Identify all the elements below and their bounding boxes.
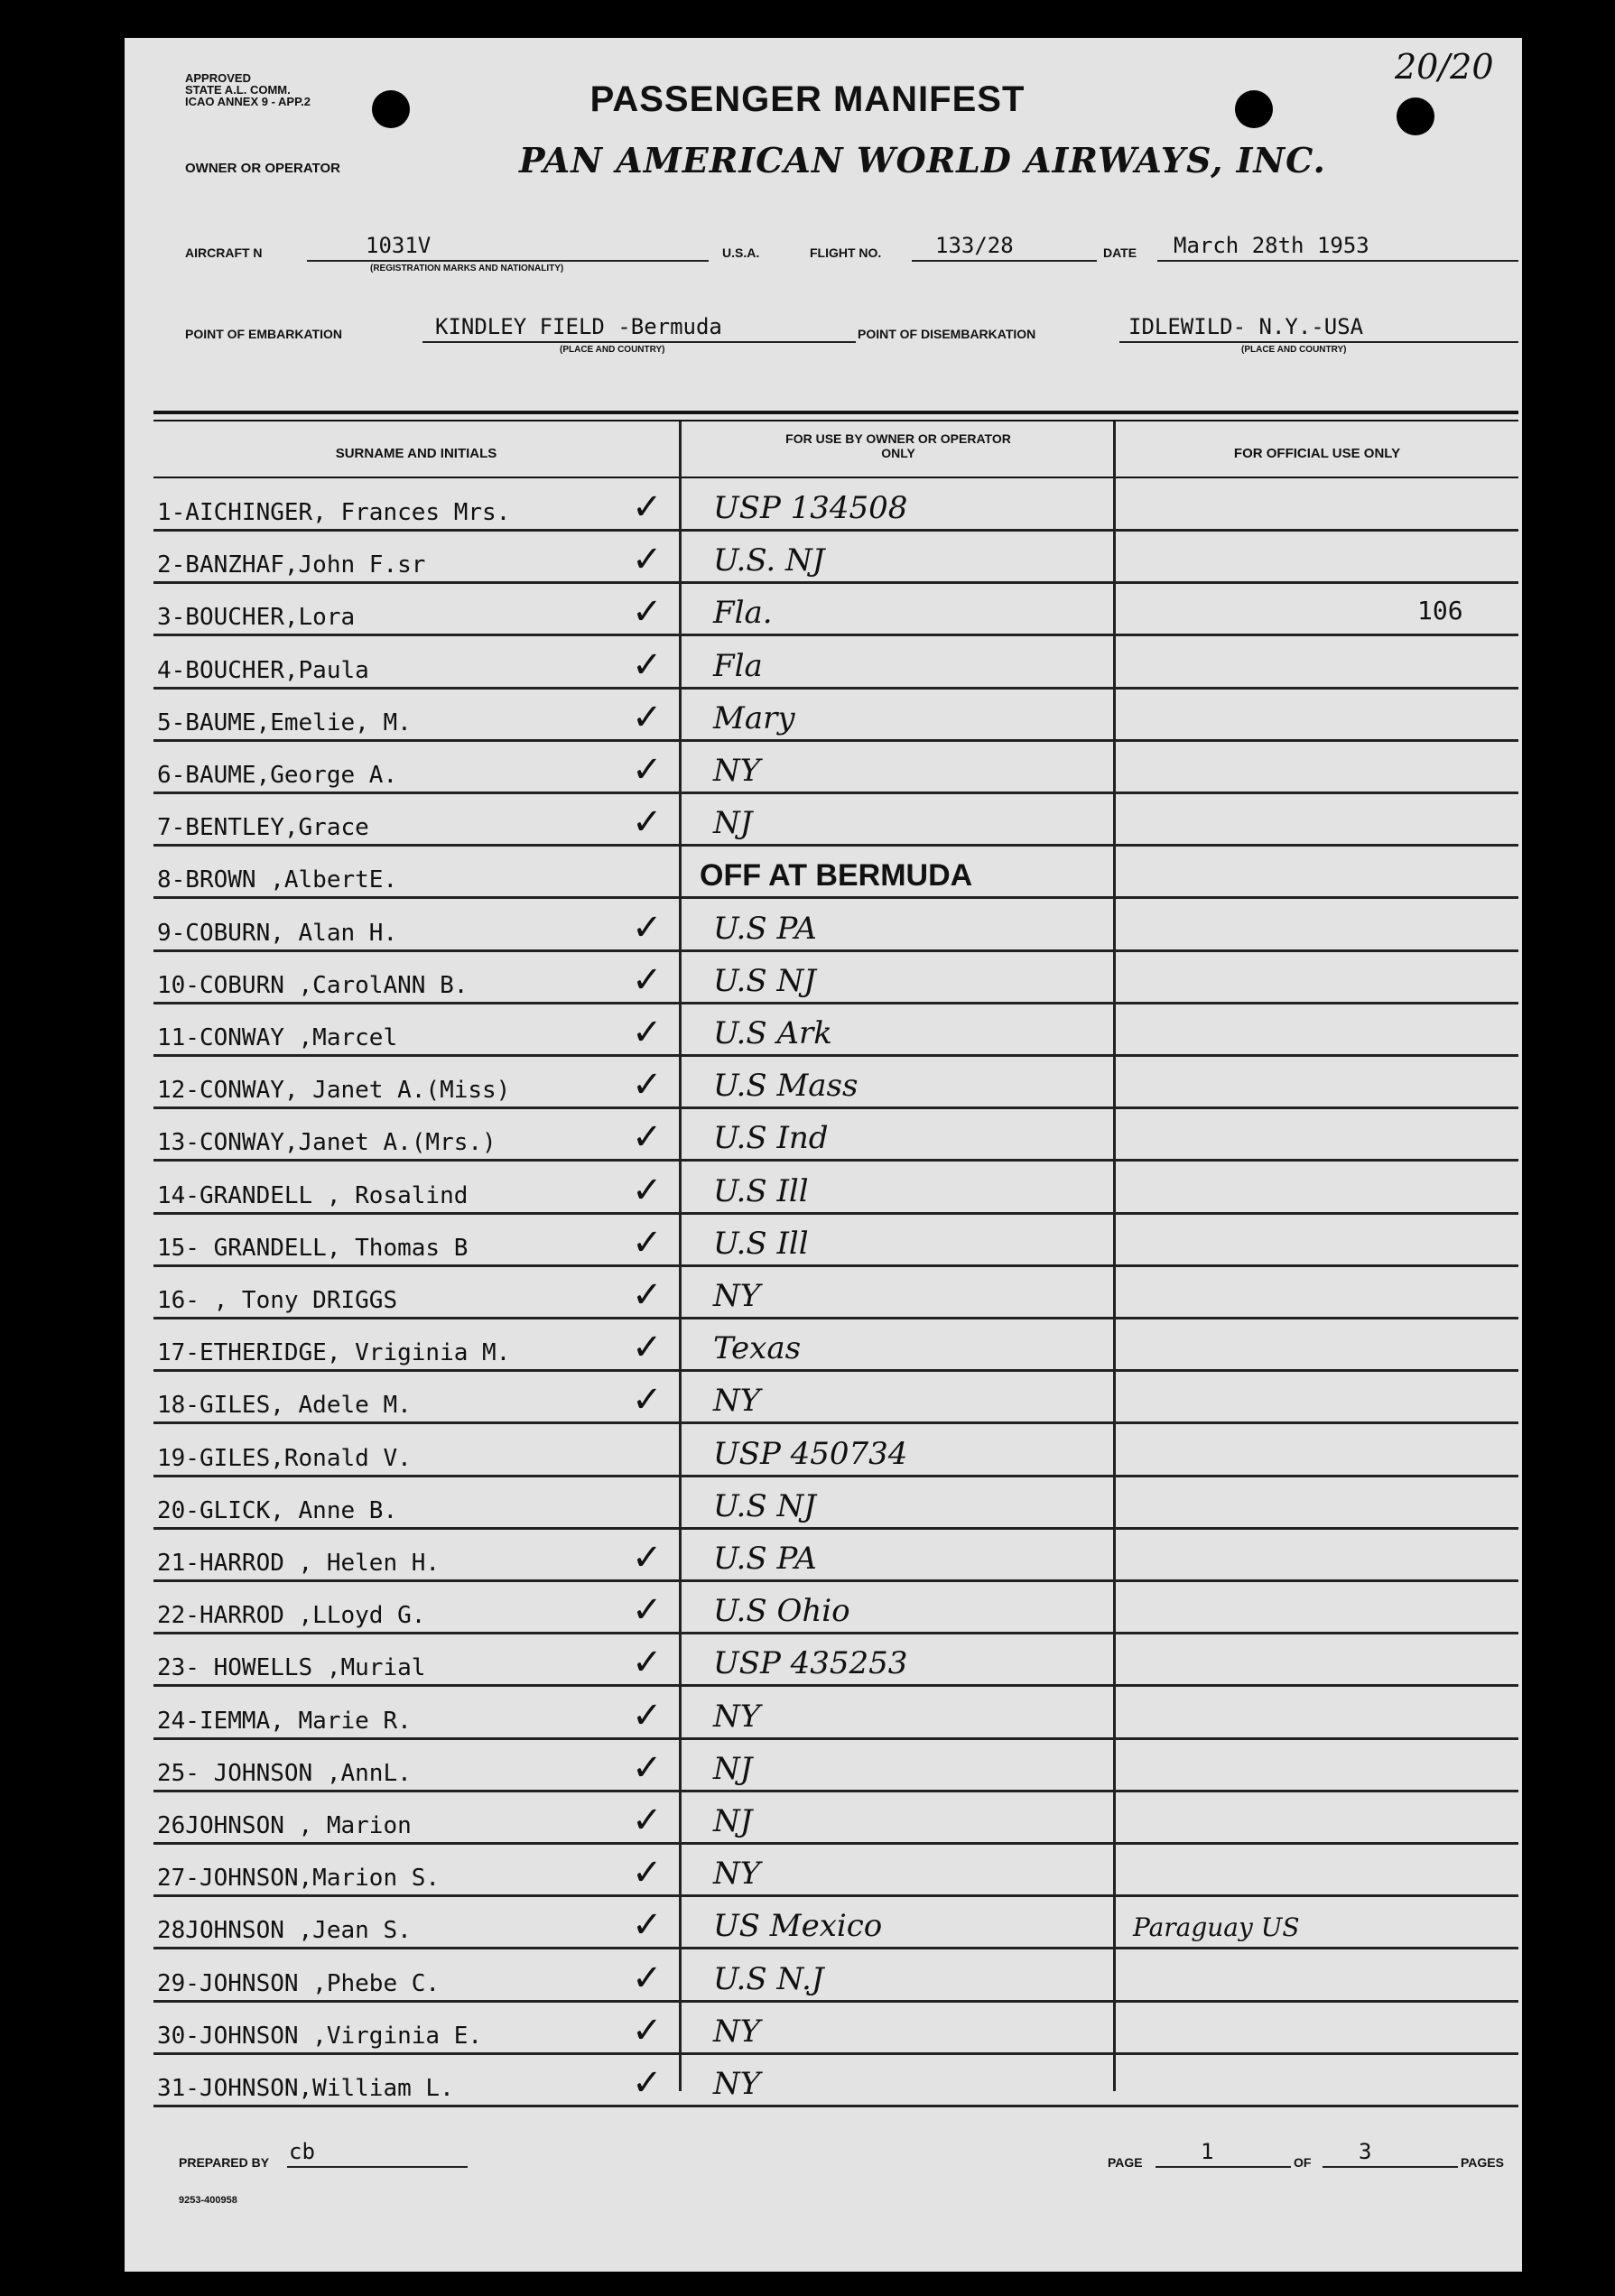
table-row <box>153 690 1518 742</box>
passenger-name: 7-BENTLEY,Grace <box>157 814 369 842</box>
underline <box>307 260 709 262</box>
passenger-name: 2-BANZHAF,John F.sr <box>157 551 426 579</box>
disembark-label: POINT OF DISEMBARKATION <box>858 327 1036 341</box>
passenger-name: 23- HOWELLS ,Murial <box>157 1654 426 1682</box>
operator-note: U.S Ind <box>713 1120 829 1157</box>
disembark-sub: (PLACE AND COUNTRY) <box>1241 345 1347 355</box>
table-row <box>153 1897 1518 1949</box>
table-row <box>153 1792 1518 1845</box>
table-top-rule <box>153 420 1518 421</box>
passenger-name: 20-GLICK, Anne B. <box>157 1496 398 1524</box>
operator-note: NY <box>713 1383 761 1420</box>
passenger-name: 30-JOHNSON ,Virginia E. <box>157 2022 483 2050</box>
official-use-header: FOR OFFICIAL USE ONLY <box>1233 446 1401 461</box>
registration-note: (REGISTRATION MARKS AND NATIONALITY) <box>370 264 564 273</box>
passenger-name: 12-CONWAY, Janet A.(Miss) <box>157 1077 511 1105</box>
underline <box>1157 260 1518 262</box>
table-row <box>153 532 1518 584</box>
check-mark: ✓ <box>632 2009 663 2051</box>
passenger-name: 24-IEMMA, Marie R. <box>157 1707 412 1735</box>
pages-label: PAGES <box>1461 2155 1504 2170</box>
passenger-name: 13-CONWAY,Janet A.(Mrs.) <box>157 1129 497 1157</box>
passenger-name: 6-BAUME,George A. <box>157 762 398 789</box>
passenger-name: 26JOHNSON , Marion <box>157 1812 412 1839</box>
owner-use-header: FOR USE BY OWNER OR OPERATOR ONLY <box>785 431 1011 460</box>
operator-note: U.S Ohio <box>713 1593 850 1630</box>
table-row <box>153 1372 1518 1424</box>
passenger-name: 14-GRANDELL , Rosalind <box>157 1181 469 1209</box>
check-mark: ✓ <box>632 643 663 686</box>
table-row <box>153 2003 1518 2055</box>
underline <box>1119 341 1518 343</box>
passenger-name: 1-AICHINGER, Frances Mrs. <box>157 499 511 526</box>
table-row <box>153 1162 1518 1215</box>
check-mark: ✓ <box>632 1379 663 1421</box>
table-row <box>153 1530 1518 1582</box>
operator-note: Texas <box>713 1330 802 1367</box>
operator-note: NY <box>713 2013 761 2050</box>
operator-note: U.S PA <box>713 910 817 947</box>
owner-name: PAN AMERICAN WORLD AIRWAYS, INC. <box>519 140 1326 181</box>
table-row <box>153 1845 1518 1897</box>
passenger-name: 15- GRANDELL, Thomas B <box>157 1234 469 1262</box>
approval-line: STATE A.L. COMM. <box>185 83 291 97</box>
check-mark: ✓ <box>632 906 663 949</box>
official-note: 106 <box>1417 596 1463 626</box>
check-mark: ✓ <box>632 749 663 791</box>
table-row <box>153 1634 1518 1687</box>
table-row <box>153 1267 1518 1319</box>
table-row <box>153 479 1518 532</box>
passenger-name: 3-BOUCHER,Lora <box>157 604 356 632</box>
page-label: PAGE <box>1108 2155 1143 2170</box>
check-mark: ✓ <box>632 958 663 1001</box>
flight-label: FLIGHT NO. <box>810 245 882 260</box>
operator-note: U.S NJ <box>713 1487 816 1524</box>
operator-note: USP 450734 <box>713 1435 908 1472</box>
page-title: PASSENGER MANIFEST <box>589 79 1026 119</box>
table-row <box>153 1582 1518 1634</box>
passenger-name: 8-BROWN ,AlbertE. <box>157 866 398 894</box>
check-mark: ✓ <box>632 1852 663 1894</box>
operator-note: U.S Ill <box>713 1225 809 1262</box>
embark-sub: (PLACE AND COUNTRY) <box>560 345 665 355</box>
approval-line: ICAO ANNEX 9 - APP.2 <box>185 95 311 108</box>
check-mark: ✓ <box>632 1169 663 1211</box>
approval-line: APPROVED <box>185 71 251 85</box>
page-total: 3 <box>1359 2139 1372 2164</box>
check-mark: ✓ <box>632 1274 663 1316</box>
check-mark: ✓ <box>632 486 663 528</box>
check-mark: ✓ <box>632 1746 663 1789</box>
operator-note: NY <box>713 1278 761 1314</box>
check-mark: ✓ <box>632 1589 663 1632</box>
official-note: Paraguay US <box>1133 1912 1300 1943</box>
header-rule <box>153 477 1518 478</box>
usa-label: U.S.A. <box>722 245 760 260</box>
table-row <box>153 794 1518 847</box>
table-row <box>153 1319 1518 1372</box>
embark-label: POINT OF EMBARKATION <box>185 327 342 341</box>
check-mark: ✓ <box>632 591 663 634</box>
table-row <box>153 1688 1518 1740</box>
check-mark: ✓ <box>632 1800 663 1841</box>
passenger-name: 10-COBURN ,CarolANN B. <box>157 971 469 999</box>
passenger-name: 25- JOHNSON ,AnnL. <box>157 1759 412 1787</box>
table-row <box>153 742 1518 794</box>
table-row <box>153 584 1518 636</box>
passenger-name: 5-BAUME,Emelie, M. <box>157 708 412 736</box>
check-mark: ✓ <box>632 1327 663 1369</box>
prepared-by: cb <box>289 2139 315 2164</box>
prepared-label: PREPARED BY <box>179 2155 270 2170</box>
passenger-name: 18-GILES, Adele M. <box>157 1392 412 1420</box>
page-number: 1 <box>1201 2139 1214 2164</box>
table-row <box>153 1425 1518 1477</box>
passenger-name: 22-HARROD ,LLoyd G. <box>157 1602 426 1630</box>
check-mark: ✓ <box>632 1012 663 1053</box>
check-mark: ✓ <box>632 696 663 738</box>
passenger-name: 16- , Tony DRIGGS <box>157 1287 398 1314</box>
table-row <box>153 1004 1518 1057</box>
row-rule <box>153 2105 1518 2107</box>
passenger-name: 11-CONWAY ,Marcel <box>157 1024 398 1051</box>
check-mark: ✓ <box>632 1694 663 1736</box>
table-row <box>153 637 1518 690</box>
embark-value: KINDLEY FIELD -Bermuda <box>435 314 722 339</box>
operator-note: NJ <box>713 1803 753 1839</box>
surname-header: SURNAME AND INITIALS <box>335 446 497 461</box>
table-row <box>153 952 1518 1004</box>
passenger-name: 27-JOHNSON,Marion S. <box>157 1865 441 1893</box>
table-row <box>153 1740 1518 1792</box>
passenger-name: 19-GILES,Ronald V. <box>157 1444 412 1472</box>
check-mark: ✓ <box>632 1537 663 1578</box>
check-mark: ✓ <box>632 1642 663 1684</box>
check-mark: ✓ <box>632 1957 663 1999</box>
passenger-name: 4-BOUCHER,Paula <box>157 656 369 684</box>
table-row <box>153 1477 1518 1530</box>
table-row <box>153 1950 1518 2003</box>
operator-note: U.S Mass <box>713 1068 859 1105</box>
underline <box>912 260 1097 262</box>
operator-note: NY <box>713 1698 761 1735</box>
corner-note: 20/20 <box>1395 47 1494 87</box>
operator-note: U.S NJ <box>713 962 816 999</box>
aircraft-label: AIRCRAFT N <box>185 245 263 260</box>
operator-note: U.S N.J <box>713 1960 824 1997</box>
operator-note: NJ <box>713 805 753 842</box>
operator-note: US Mexico <box>713 1908 883 1945</box>
operator-note: NY <box>713 1856 761 1893</box>
operator-note: USP 134508 <box>713 490 908 526</box>
flight-value: 133/28 <box>935 233 1014 258</box>
form-number: 9253-400958 <box>179 2195 237 2206</box>
operator-note: USP 435253 <box>713 1645 908 1682</box>
date-value: March 28th 1953 <box>1174 233 1369 258</box>
operator-note: Fla. <box>713 595 773 632</box>
operator-note: NJ <box>713 1750 753 1787</box>
operator-note: U.S PA <box>713 1541 817 1577</box>
operator-note: OFF AT BERMUDA <box>700 858 973 893</box>
check-mark: ✓ <box>632 1221 663 1264</box>
owner-label: OWNER OR OPERATOR <box>185 161 340 176</box>
table-row <box>153 2055 1518 2107</box>
check-mark: ✓ <box>632 1116 663 1159</box>
passenger-name: 9-COBURN, Alan H. <box>157 919 398 947</box>
table-row <box>153 900 1518 952</box>
check-mark: ✓ <box>632 801 663 844</box>
check-mark: ✓ <box>632 1064 663 1106</box>
passenger-name: 31-JOHNSON,William L. <box>157 2075 454 2102</box>
check-mark: ✓ <box>632 1904 663 1947</box>
of-label: OF <box>1294 2155 1312 2170</box>
underline <box>422 341 856 343</box>
operator-note: U.S Ill <box>713 1172 809 1209</box>
passenger-name: 21-HARROD , Helen H. <box>157 1550 441 1577</box>
passenger-name: 29-JOHNSON ,Phebe C. <box>157 1969 441 1997</box>
passenger-name: 17-ETHERIDGE, Vriginia M. <box>157 1339 511 1367</box>
table-row <box>153 1215 1518 1267</box>
operator-note: U.S Ark <box>713 1015 832 1051</box>
operator-note: U.S. NJ <box>713 542 825 579</box>
underline <box>1323 2166 1458 2168</box>
check-mark: ✓ <box>632 539 663 581</box>
check-mark: ✓ <box>632 2062 663 2104</box>
operator-note: Mary <box>713 699 795 736</box>
underline <box>287 2166 468 2168</box>
operator-note: Fla <box>713 647 763 684</box>
disembark-value: IDLEWILD- N.Y.-USA <box>1128 314 1364 339</box>
operator-note: NY <box>713 753 761 789</box>
underline <box>1156 2166 1291 2168</box>
passenger-name: 28JOHNSON ,Jean S. <box>157 1917 412 1945</box>
date-label: DATE <box>1103 245 1137 260</box>
table-row <box>153 1057 1518 1109</box>
table-row <box>153 847 1518 899</box>
aircraft-value: 1031V <box>366 233 432 258</box>
table-row <box>153 1109 1518 1162</box>
operator-note: NY <box>713 2066 761 2102</box>
table-top-rule <box>153 411 1518 414</box>
